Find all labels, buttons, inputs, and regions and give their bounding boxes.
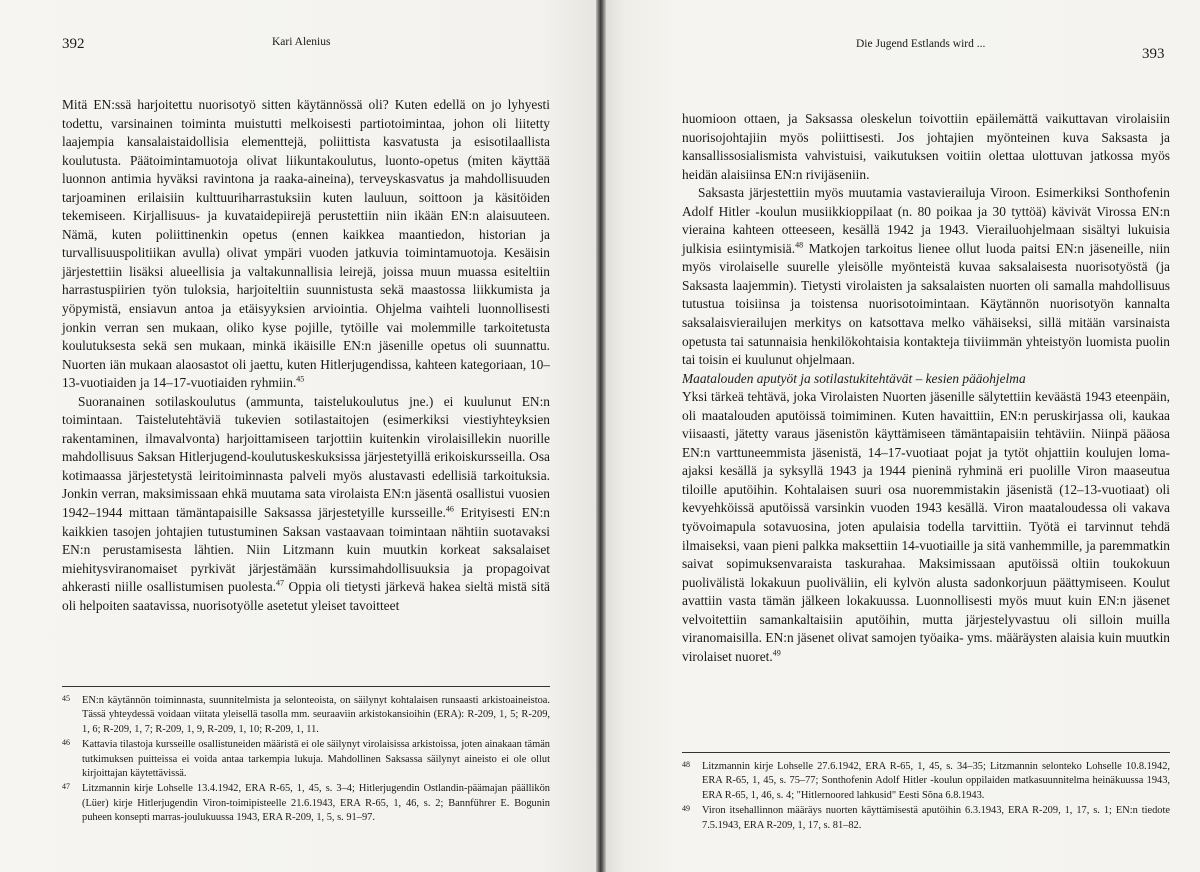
footnote-ref: 45 [296, 374, 305, 384]
footnote-text: Kattavia tilastoja kursseille osallistuneiden määristä ei ole säilynyt virolaisissa arkistoissa, joten ainakaan tämän tutkimuksen puitteissa ei voida antaa tarkempia lukuja. Mahdollinen Saksassa säilynyt aineisto ei ole ollut kirjoittajan käytettävissä. [82, 739, 550, 780]
paragraph-text: Saksasta järjestettiin myös muutamia vastavierailuja Viroon. Esimerkiksi Sonthofenin Adolf Hitler -koulun musiikkioppilaat (n. 80 poikaa ja 30 tyttöä) kävivät Virossa EN:n vieraina kahteen otteeseen, kesällä 1942 ja 1943. Vierailuohjelmaan sisältyi lukuisia julkisia esiintymisiä. [682, 185, 1170, 256]
footnote-ref: 47 [276, 578, 285, 588]
footnote-text: Litzmannin kirje Lohselle 13.4.1942, ERA R-65, 1, 45, s. 3–4; Hitlerjugendin Ostlandin-päämajan päällikön (Lüer) kirje Hitlerjugendin Viron-toimipisteelle 21.6.1943, ERA R-65, 1, 46, s. 2; Bannführer E. Bogunin puheen konsepti marras-joulukuussa 1943, ERA R-209, 1, 5, s. 91–97. [82, 783, 550, 824]
footnote-text: EN:n käytännön toiminnasta, suunnitelmista ja selonteoista, on säilynyt kohtalaisen runsaasti arkistoaineistoa. Tässä yhteydessä voidaan viitata yleisellä tasolla mm. seuraaviin arkistokansioihin (ERA): R-209, 1, 5; R-209, 1, 6; R-209, 1, 7; R-209, 1, 9, R-209, 1, 10; R-209, 1, 11. [82, 695, 550, 735]
paragraph-text: Suoranainen sotilaskoulutus (ammunta, taistelukoulutus jne.) ei kuulunut EN:n toimintaan. Taistelutehtäviä tukevien sotilastaitojen (esimerkiksi viestiyhteyksien rakentaminen, ilmavalvonta) harjoittamiseen tarjottiin kuitenkin virolaisillekin nuorille mahdollisuus Saksan Hitlerjugend-koulutuskeskuksissa järjestetyillä erikoiskursseilla. Osa kotimaassa järjestetystä leiritoiminnasta palveli myös alustavasti edellisiä tarkoituksia. Jonkin verran, maksimissaan ehkä muutama sata virolaista EN:n jäsentä osallistui vuosien 1942–1944 mittaan tämäntapaisille Saksassa järjestetyille kursseille. [62, 393, 550, 521]
right-body-text [682, 110, 1170, 666]
paragraph [62, 393, 550, 616]
paragraph-text: Yksi tärkeä tehtävä, joka Virolaisten Nuorten jäsenille sälytettiin keväästä 1943 eteenpäin, oli maatalouden aputöissä toimiminen. Kuten havaittiin, EN:n peruskirjassa oli, kaukaa viisaasti, jätetty varaus jäsenistön käyttämiseen tämäntapaisiin tehtäviin. Niinpä pääosa EN:n varttuneemmista jäsenistä, 14–17-vuotiaat pojat ja tytöt ohjattiin koulujen loma-ajaksi kesällä ja syksyllä 1943 ja 1944 pieninä ryhminä eri puolille Viron maaseutua tiloille aputöihin. Kohtalaisen suuri osa nuoremmistakin jäsenistä (12–13-vuotiaat) oli kevyehköissä aputöissä varsinkin vuoden 1943 kesällä. Viron maataloudessa oli vakava työvoimapula sotavuosina, joten apulaisia todella tarvittiin. Työtä ei tarvinnut tehdä ilmaiseksi, vaan pieni palkka maksettiin 14-vuotiaille ja sitä vanhemmille, ja paremmatkin saivat sopimuksenvaraista taskurahaa. Maksimissaan aputöissä oltiin toukokuun puolivälistä lokakuun puoliväliin, eli kylvön alusta sadonkorjuun päättymiseen. Koulut avattiin vasta tämän jälkeen lokakuussa. Luonnollisesti myös muut kuin EN:n jäsenet velvoitettiin samankaltaisiin aputöihin, mutta järjestelyvastuu oli silloin muilla viranomaisilla. EN:n jäsenet olivat samojen työaika- yms. määräysten alaisia kuin muutkin virolaiset nuoret. [682, 389, 1170, 664]
paragraph-text: Erityisesti EN:n kaikkien tasojen johtajien tutustuminen Saksan vastaavaan toimintaan nähtiin suotavaksi EN:n perustamisesta lähtien. Niin Litzmann kuin muutkin korkeat saksalaiset miehitysviranomaiset pyrkivät järjestämään kurssimahdollisuuksia ja propagoivat ahkerasti niille osallistumisen puolesta. [62, 505, 550, 595]
footnote-number: 46 [62, 738, 70, 748]
left-body-text [62, 96, 550, 615]
paragraph-text: Matkojen tarkoitus lienee ollut luoda paitsi EN:n jäseneille, niin myös virolaiselle suurelle yleisölle myönteistä kuvaa saksalaisesta nuorisotyöstä (ja Saksasta laajemmin). Tietysti virolaisten ja saksalaisten nuorten oli samalla mahdollisuus tutustua toisiinsa ja toistensa nuorisotoimintaan. Käytännön nuorisotyön kannalta saksalaisvierailujen merkitys on katsottava melko vähäiseksi, sillä mitään varsinaista opetusta tai satunnaisia henkilökohtaisia kontakteja tiiviimmän yhteistyön luomista puolin tai toisin ei kuulunut ohjelmaan. [682, 240, 1170, 368]
paragraph-text: huomioon ottaen, ja Saksassa oleskelun toivottiin epäilemättä vaikuttavan virolaisiin nuorisojohtajiin myös poliittisesti. Jos johtajien myönteinen kuva Saksasta ja kansallissosialismista vahvistuisi, vaikutuksen voitiin olettaa ulottuvan jatkossa myös heidän alaisiinsa EN:n rivijäseniin. [682, 111, 1170, 182]
paragraph [682, 184, 1170, 369]
paragraph [682, 388, 1170, 666]
paragraph-text: Oppia oli tietysti järkevä hakea sieltä mistä sitä oli helpoiten saatavissa, nuorisotyölle asetetut yleiset tavoitteet [62, 579, 550, 613]
paragraph [682, 110, 1170, 184]
page-number-right: 393 [1142, 46, 1165, 62]
running-head-right: Die Jugend Estlands wird ... [856, 38, 986, 50]
footnote-ref: 46 [445, 504, 454, 514]
footnote-divider [682, 752, 1170, 753]
footnote-number: 45 [62, 694, 70, 703]
section-heading: Maatalouden aputyöt ja sotilastukitehtävät – kesien pääohjelma [682, 370, 1026, 386]
page-number-left: 392 [62, 36, 85, 52]
running-head-left: Kari Alenius [272, 36, 331, 48]
footnote-number: 47 [62, 782, 70, 792]
footnotes-left [62, 694, 550, 827]
footnote-divider [62, 686, 550, 687]
footnote-text: Litzmannin kirje Lohselle 27.6.1942, ERA R-65, 1, 45, s. 34–35; Litzmannin selonteko Lohselle 10.8.1942, ERA R-65, 1, 45, s. 75–77; Sonthofenin Adolf Hitler -koulun oppilaiden matkasuunnitelma heinäkuussa 1943, ERA R-65, 1, 46, s. 4; "Hitlernoored lahkusid" Eesti Sõna 6.8.1943. [702, 761, 1170, 801]
footnote [62, 694, 550, 737]
footnote-ref: 48 [795, 240, 804, 250]
footnote-ref: 49 [772, 648, 781, 658]
footnotes-right [682, 760, 1170, 834]
footnote [682, 804, 1170, 833]
footnote [62, 782, 550, 825]
paragraph [62, 96, 550, 393]
right-page [600, 0, 1200, 872]
footnote-number: 48 [682, 760, 690, 769]
footnote-number: 49 [682, 804, 690, 814]
footnote [682, 760, 1170, 803]
footnote-text: Viron itsehallinnon määräys nuorten käyttämisestä aputöihin 6.3.1943, ERA R-209, 1, 17, s. 1; EN:n tiedote 7.5.1943, ERA R-209, 1, 17, s. 81–82. [702, 805, 1170, 831]
book-gutter [596, 0, 606, 872]
footnote [62, 738, 550, 781]
paragraph-text: Mitä EN:ssä harjoitettu nuorisotyö sitten käytännössä oli? Kuten edellä on jo lyhyesti todettu, varsinainen toiminta muistutti melkoisesti partiotoimintaa, johon oli liitetty laajempia kansalaistaidollisia elementtejä, poliittista kasvatusta ja esisotilaallista koulutusta. Päätoimintamuotoja olivat liikuntakoulutus, luonto-opetus (miten käyttää luonnon antimia hyväksi ravintona ja raaka-aineina), terveyskasvatus ja mahdollisuuden tarjoaminen erilaisiin kulttuuriharrastuksiin kuten lauluun, soittoon ja käsitöiden tekemiseen. Kirjallisuus- ja kuvataidepiirejä perustettiin niin ikään EN:n alaisuuteen. Nämä, kuten poliittinenkin opetus (ennen kaikkea maantiedon, historian ja turvallisuuspolitiikan avulla) olivat ympäri vuoden jatkuvia toimintamuotoja. Kesäisin järjestettiin lisäksi alueellisia ja valtakunnallisia leirejä, joissa muun muassa esiteltiin harrastuspiirien työn tuloksia, harjoiteltiin suunnistusta sekä maastossa liikkumista ja yöpymistä, ensiavun antoa ja etäisyyksien arviointia. Ohjelma vaihteli luonnollisesti jonkin verran sen mukaan, oliko kyse pojille, tytöille vai molemmille tarkoitetusta koulutuksesta sekä sen mukaan, minkä ikäisille EN:n jäsenille opetus oli suunnattu. Nuorten iän mukaan alaosastot oli jaettu, kuten Hitlerjugendissa, kahteen kategoriaan, 10–13-vuotiaiden ja 14–17-vuotiaiden ryhmiin. [62, 97, 550, 391]
